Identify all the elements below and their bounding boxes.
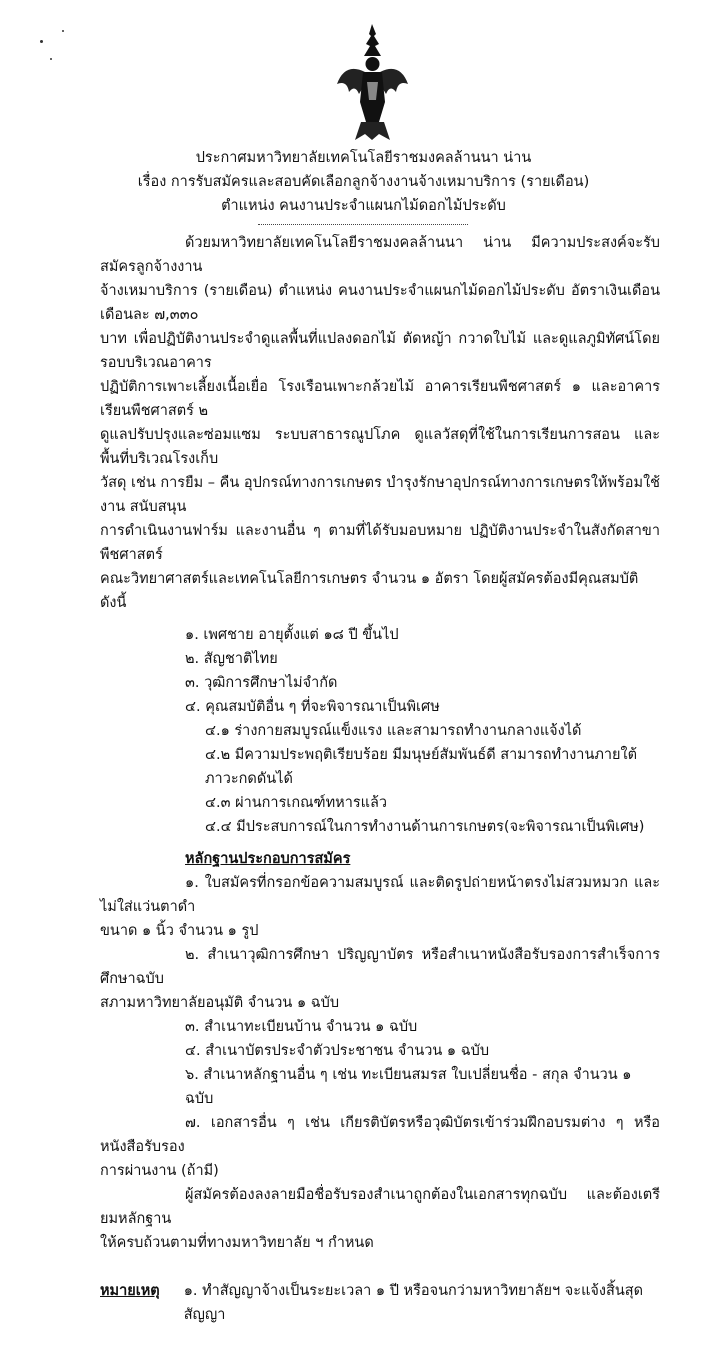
qualification-item: ๒. สัญชาติไทย <box>185 651 278 667</box>
intro-line: ปฏิบัติการเพาะเลี้ยงเนื้อเยื่อ โรงเรือนเพาะกล้วยไม้ อาคารเรียนพืชศาสตร์ ๑ และอาคารเรียนพืชศาสตร์ ๒ <box>100 379 660 419</box>
document-line: ๒. สำเนาวุฒิการศึกษา ปริญญาบัตร หรือสำเนาหนังสือรับรองการสำเร็จการศึกษาฉบับ <box>100 947 660 987</box>
intro-line: วัสดุ เช่น การยืม – คืน อุปกรณ์ทางการเกษตร บำรุงรักษาอุปกรณ์ทางการเกษตรให้พร้อมใช้งาน สนับสนุน <box>100 475 660 515</box>
document-line: ให้ครบถ้วนตามที่ทางมหาวิทยาลัย ฯ กำหนด <box>100 1235 374 1251</box>
divider <box>258 224 468 225</box>
document-title: ประกาศมหาวิทยาลัยเทคโนโลยีราชมงคลล้านนา น่าน <box>195 150 532 166</box>
intro-line: การดำเนินงานฟาร์ม และงานอื่น ๆ ตามที่ได้รับมอบหมาย ปฏิบัติงานประจำในสังกัดสาขาพืชศาสตร์ <box>100 523 660 563</box>
document-line: ๓. สำเนาทะเบียนบ้าน จำนวน ๑ ฉบับ <box>185 1019 418 1035</box>
intro-line: บาท เพื่อปฏิบัติงานประจำดูแลพื้นที่แปลงดอกไม้ ตัดหญ้า กวาดใบไม้ และดูแลภูมิทัศน์โดยรอบบริเวณอาคาร <box>100 331 660 371</box>
sub-qualification-item: ๔.๑ ร่างกายสมบูรณ์แข็งแรง และสามารถทำงานกลางแจ้งได้ <box>205 723 582 739</box>
intro-line: ดูแลปรับปรุงและซ่อมแซม ระบบสาธารณูปโภค ดูแลวัสดุที่ใช้ในการเรียนการสอน และพื้นที่บริเวณโรงเก็บ <box>100 427 660 467</box>
document-line: ๖. สำเนาหลักฐานอื่น ๆ เช่น ทะเบียนสมรส ใบเปลี่ยนชื่อ - สกุล จำนวน ๑ ฉบับ <box>185 1067 632 1107</box>
note <box>100 1279 660 1327</box>
document-line: การผ่านงาน (ถ้ามี) <box>100 1163 219 1179</box>
document-line: ผู้สมัครต้องลงลายมือชื่อรับรองสำเนาถูกต้องในเอกสารทุกฉบับ และต้องเตรียมหลักฐาน <box>100 1187 660 1227</box>
document-line: ขนาด ๑ นิ้ว จำนวน ๑ รูป <box>100 923 259 939</box>
note-label: หมายเหตุ <box>100 1283 160 1299</box>
document-subject: เรื่อง การรับสมัครและสอบคัดเลือกลูกจ้างงานจ้างเหมาบริการ (รายเดือน) <box>137 174 590 190</box>
document-line: ๗. เอกสารอื่น ๆ เช่น เกียรติบัตรหรือวุฒิบัตรเข้าร่วมฝึกอบรมต่าง ๆ หรือ หนังสือรับรอง <box>100 1115 660 1155</box>
qualification-item: ๔. คุณสมบัติอื่น ๆ ที่จะพิจารณาเป็นพิเศษ <box>185 699 440 715</box>
intro-line: ด้วยมหาวิทยาลัยเทคโนโลยีราชมงคลล้านนา น่าน มีความประสงค์จะรับสมัครลูกจ้างงาน <box>100 235 660 275</box>
note-text: ๑. ทำสัญญาจ้างเป็นระยะเวลา ๑ ปี หรือจนกว่ามหาวิทยาลัยฯ จะแจ้งสิ้นสุดสัญญา <box>183 1283 644 1323</box>
qualification-item: ๑. เพศชาย อายุตั้งแต่ ๑๘ ปี ขึ้นไป <box>185 627 399 643</box>
document-line: ๑. ใบสมัครที่กรอกข้อความสมบูรณ์ และติดรูปถ่ายหน้าตรงไม่สวมหมวก และไม่ใส่แว่นตาดำ <box>100 875 660 915</box>
sub-qualification-item: ๔.๒ มีความประพฤติเรียบร้อย มีมนุษย์สัมพันธ์ดี สามารถทำงานภายใต้ภาวะกดดันได้ <box>205 747 638 787</box>
intro-line: คณะวิทยาศาสตร์และเทคโนโลยีการเกษตร จำนวน ๑ อัตรา โดยผู้สมัครต้องมีคุณสมบัติ ดังนี้ <box>100 571 639 611</box>
document-line: ๔. สำเนาบัตรประจำตัวประชาชน จำนวน ๑ ฉบับ <box>185 1043 490 1059</box>
documents-heading: หลักฐานประกอบการสมัคร <box>185 851 351 867</box>
document-position: ตำแหน่ง คนงานประจำแผนกไม้ดอกไม้ประดับ <box>221 198 506 214</box>
sub-qualification-item: ๔.๔ มีประสบการณ์ในการทำงานด้านการเกษตร(จะพิจารณาเป็นพิเศษ) <box>205 819 645 835</box>
intro-line: จ้างเหมาบริการ (รายเดือน) ตำแหน่ง คนงานประจำแผนกไม้ดอกไม้ประดับ อัตราเงินเดือน เดือนละ ๗,๓๓๐ <box>100 283 660 323</box>
document-line: สภามหาวิทยาลัยอนุมัติ จำนวน ๑ ฉบับ <box>100 995 340 1011</box>
qualification-item: ๓. วุฒิการศึกษาไม่จำกัด <box>185 675 338 691</box>
sub-qualification-item: ๔.๓ ผ่านการเกณฑ์ทหารแล้ว <box>205 795 388 811</box>
